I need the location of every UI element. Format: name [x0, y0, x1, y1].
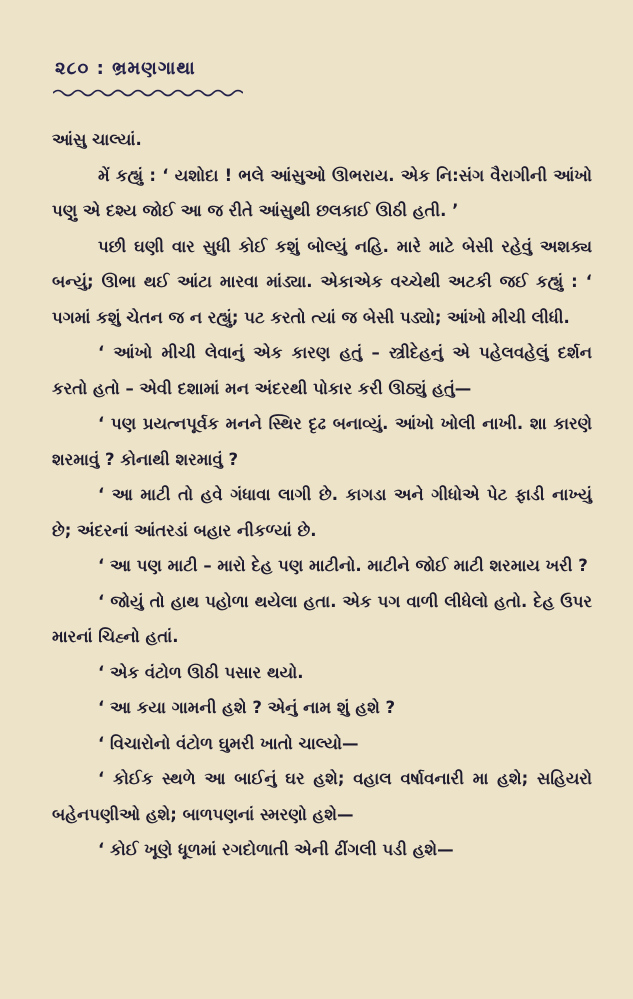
paragraph: ‘ આંખો મીચી લેવાનું એક કારણ હતું – સ્ત્રીદેહનું એ પહેલવહેલું દર્શન કરતો હતો – એવી દશામાં મન અંદરથી પોકાર કરી ઊઠ્યું હતું—	[52, 343, 592, 398]
paragraph: ‘ આ માટી તો હવે ગંધાવા લાગી છે. કાગડા અને ગીધોએ પેટ ફાડી નાખ્યું છે; અંદરનાં આંતરડાં બહાર નીકળ્યાં છે.	[52, 485, 592, 540]
paragraph: પછી ઘણી વાર સુધી કોઈ કશું બોલ્યું નહિ. મારે માટે બેસી રહેવું અશક્ય બન્યું; ઊભા થઈ આંટા મારવા માંડ્યા. એકાએક વચ્ચેથી અટકી જઈ કહ્યું : ‘ પગમાં કશું ચેતન જ ન રહ્યું; પટ કરતો ત્યાં જ બેસી પડ્યો; આંખો મીચી લીધી.	[52, 236, 592, 327]
page-number: ૨૮૦	[55, 58, 90, 79]
paragraph: આંસુ ચાલ્યાં.	[52, 130, 142, 149]
paragraph: ‘ કોઈ ખૂણે ધૂળમાં રગદોળાતી એની ઢીંગલી પડી હશે—	[98, 840, 454, 859]
book-title: ભ્રમણગાથા	[112, 58, 196, 79]
body-text	[52, 122, 592, 868]
paragraph: ‘ એક વંટોળ ઊઠી પસાર થયો.	[98, 662, 304, 682]
paragraph: ‘ કોઈક સ્થળે આ બાઈનું ઘર હશે; વહાલ વર્ષાવનારી મા હશે; સહિયરો બહેનપણીઓ હશે; બાળપણનાં સ્મરણો હશે—	[52, 769, 592, 824]
paragraph: ‘ વિચારોનો વંટોળ ઘુમરી ખાતો ચાલ્યો—	[98, 733, 359, 753]
paragraph: ‘ પણ પ્રયત્નપૂર્વક મનને સ્થિર દૃઢ બનાવ્યું. આંખો ખોલી નાખી. શા કારણે શરમાવું ? કોનાથી શરમાવું ?	[52, 414, 592, 469]
paragraph: મેં કહ્યું : ‘ યશોદા ! ભલે આંસુઓ ઊભરાય. એક નિ:સંગ વૈરાગીની આંખો પણુ એ દશ્ય જોઈ આ જ રીતે આંસુથી છલકાઈ ઊઠી હતી. ’	[52, 165, 592, 220]
paragraph: ‘ આ કયા ગામની હશે ? એનું નામ શું હશે ?	[98, 698, 396, 717]
paragraph: ‘ આ પણ માટી – મારો દેહ પણ માટીનો. માટીને જોઈ માટી શરમાય ખરી ?	[98, 556, 588, 575]
paragraph: ‘ જોયું તો હાથ પહોળા થયેલા હતા. એક પગ વાળી લીધેલો હતો. દેહ ઉપર મારનાં ચિહ્નો હતાં.	[52, 591, 592, 646]
header-separator: :	[96, 58, 105, 79]
wavy-underline-ornament	[53, 88, 243, 98]
running-header	[55, 58, 196, 79]
